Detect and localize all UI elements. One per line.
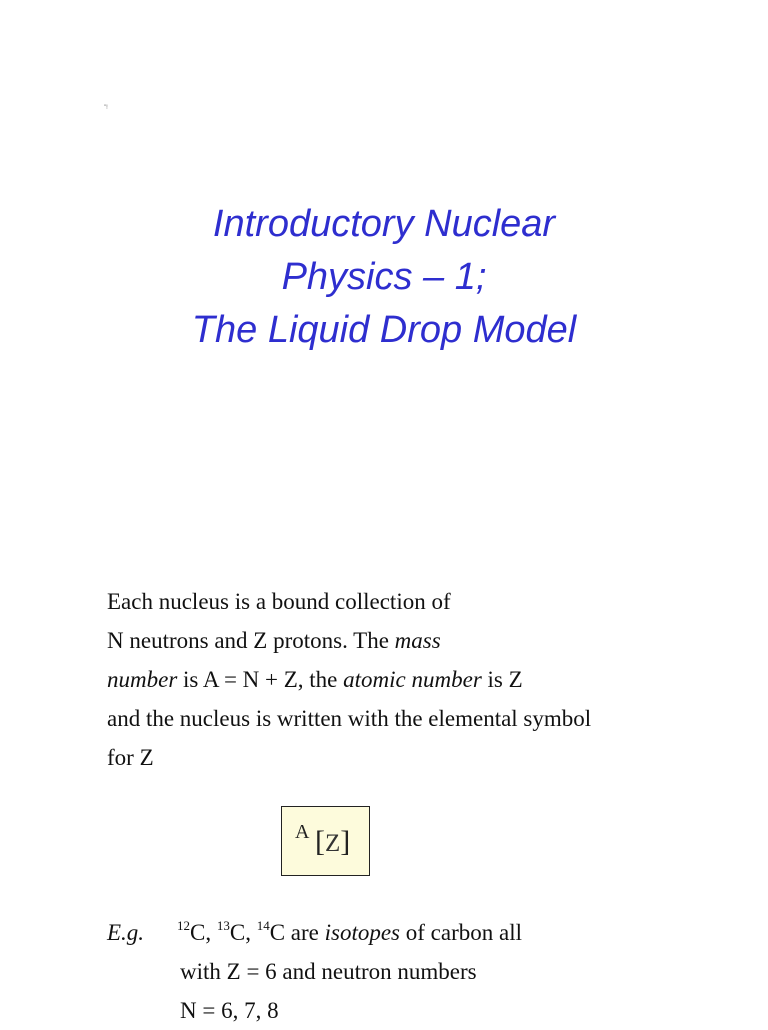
title-line-3: The Liquid Drop Model	[191, 309, 577, 351]
isotope-sep: are	[285, 920, 325, 945]
para-line-3	[107, 660, 591, 699]
term-isotopes: isotopes	[324, 920, 400, 945]
example-line-2: with Z = 6 and neutron numbers	[180, 959, 477, 984]
isotope-mass: 13	[216, 918, 230, 933]
bracket-close: ]	[340, 825, 351, 858]
isotope-element: C	[269, 920, 286, 945]
notation-z: Z	[325, 830, 341, 857]
corner-mark: "!	[104, 105, 108, 111]
para-line-5: for Z	[107, 745, 154, 770]
isotope-element: C	[229, 920, 246, 945]
isotope-mass: 12	[177, 918, 190, 933]
bracket-open: [	[315, 825, 325, 858]
para-line-1: Each nucleus is a bound collection of	[107, 589, 451, 614]
title-line-2: Physics – 1;	[281, 256, 487, 298]
definition-paragraph	[107, 582, 591, 777]
para-line-3-end: is Z	[481, 667, 523, 692]
page-title	[0, 198, 768, 357]
isotope-sep: ,	[245, 920, 257, 945]
isotope-list	[177, 920, 325, 945]
isotope-sep: ,	[205, 920, 217, 945]
example-block	[107, 906, 727, 1030]
isotope-mass: 14	[256, 918, 270, 933]
para-line-3-mid: is A = N + Z, the	[177, 667, 344, 692]
isotope-element: C	[190, 920, 206, 945]
term-atomic-number: atomic number	[343, 667, 482, 692]
notation-box	[281, 806, 370, 876]
para-line-2-text: N neutrons and Z protons. The	[107, 628, 395, 653]
term-number: number	[107, 667, 178, 692]
title-line-1: Introductory Nuclear	[212, 203, 556, 245]
example-line-1	[107, 920, 522, 945]
example-line-1-end: of carbon all	[400, 920, 522, 945]
term-mass: mass	[394, 628, 441, 653]
example-line-3: N = 6, 7, 8	[180, 998, 279, 1023]
notation-mass-number: A	[295, 821, 310, 843]
notation-symbol	[315, 825, 350, 861]
para-line-2	[107, 621, 591, 660]
para-line-4: and the nucleus is written with the elemental symbol	[107, 706, 592, 731]
example-lead: E.g.	[107, 920, 145, 945]
